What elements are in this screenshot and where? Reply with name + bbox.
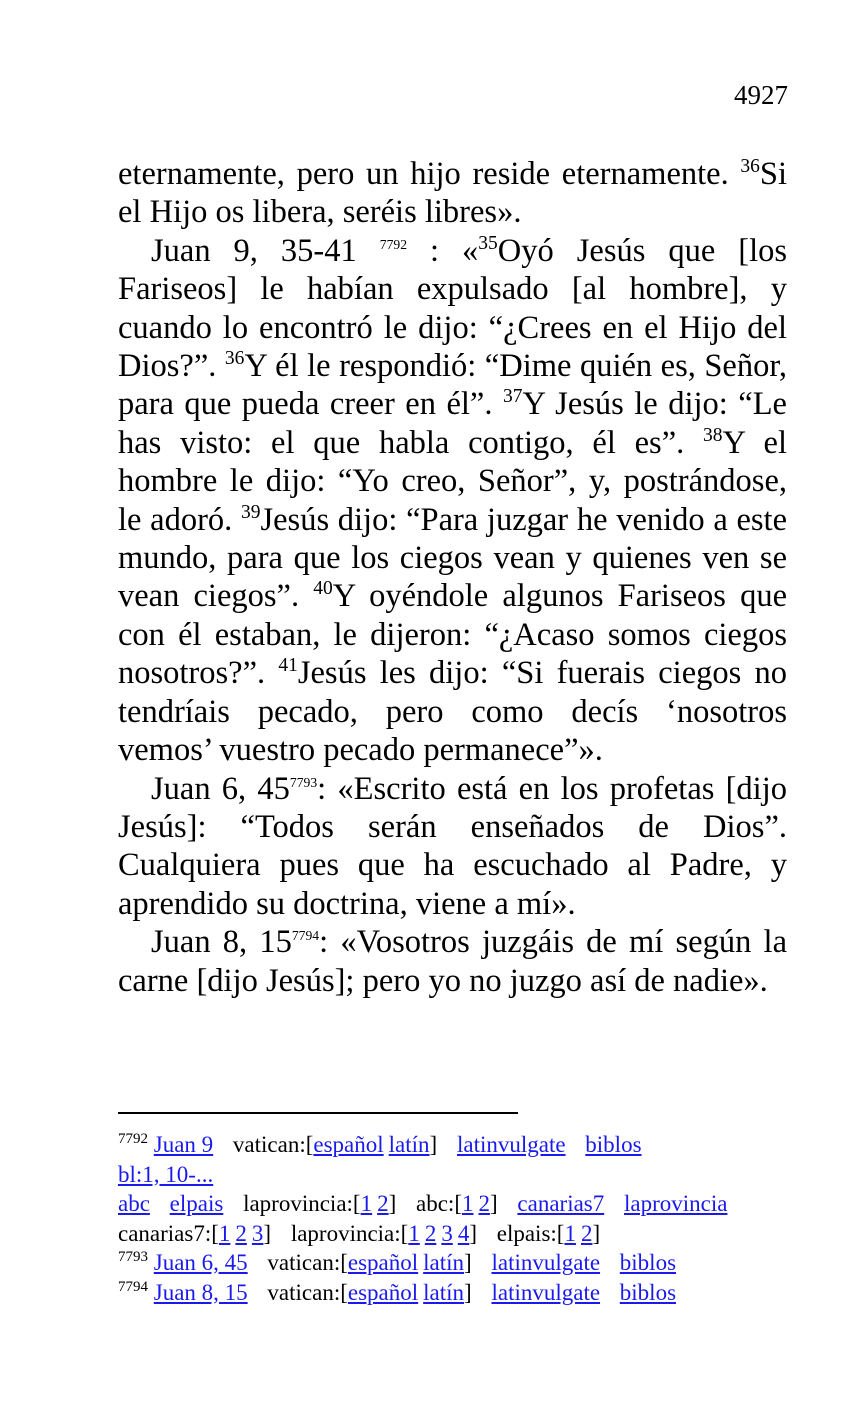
verse-number: 40 xyxy=(313,578,333,600)
verse-number: 36 xyxy=(224,348,245,370)
vatican-label: vatican:[ xyxy=(267,1279,348,1305)
abc-2-link[interactable]: 2 xyxy=(478,1191,490,1216)
biblos-link[interactable]: biblos xyxy=(585,1132,642,1157)
vatican-label: vatican:[ xyxy=(232,1132,314,1157)
text: : «Escrito está en los profetas [dijo Jesús]: “Todos serán enseñados de Dios”. Cualquiera pues que ha escuchado al Padre, y aprendido su doctrina, viene a mí». xyxy=(118,770,787,922)
footnote-ref-link[interactable]: Juan 8, 15 xyxy=(153,1279,248,1305)
verse-number: 38 xyxy=(703,425,723,447)
footnote-ref-link[interactable]: Juan 9 xyxy=(153,1132,214,1157)
canarias7-2-link[interactable]: 2 xyxy=(235,1220,247,1246)
footnote-marker: 7794 xyxy=(291,928,320,944)
bracket: ] xyxy=(464,1279,472,1305)
vatican-espanol-link[interactable]: español xyxy=(347,1250,419,1275)
text: Y él le respondió: “Dime quién es, Señor, para que pueda creer en él”. xyxy=(118,348,788,423)
bracket: ] xyxy=(592,1220,601,1246)
footnote-ref-link[interactable]: Juan 6, 45 xyxy=(153,1250,248,1275)
footnote-7792-line-3 xyxy=(118,1189,808,1219)
footnote-number: 7792 xyxy=(118,1131,148,1147)
footnote-7793 xyxy=(118,1248,808,1278)
vatican-latin-link[interactable]: latín xyxy=(388,1132,430,1157)
verse-number: 36 xyxy=(740,156,760,178)
text: Y el hombre le dijo: “Yo creo, Señor”, y, postrándose, le adoró. xyxy=(118,424,787,538)
text: Oyó Jesús que [los Fariseos] le habían expulsado [al hombre], y cuando lo encontró le dijo: “¿Crees en el Hijo del Dios?”. xyxy=(118,232,788,385)
laprovincia-1-link[interactable]: 1 xyxy=(360,1191,373,1216)
footnotes xyxy=(118,1130,808,1307)
elpais-2-link[interactable]: 2 xyxy=(580,1220,593,1246)
elpais-link[interactable]: elpais xyxy=(169,1191,224,1216)
text: eternamente, pero un hijo reside eternamente. xyxy=(118,156,741,192)
footnote-number: 7794 xyxy=(118,1278,148,1295)
text: Y Jesús le dijo: “Le has visto: el que habla contigo, él es”. xyxy=(118,386,787,461)
paragraph-3 xyxy=(118,770,787,924)
footnote-7794 xyxy=(118,1278,808,1308)
bracket: ] xyxy=(489,1191,498,1216)
bracket: ] xyxy=(263,1220,272,1246)
laprovincia-3-link[interactable]: 3 xyxy=(441,1220,453,1246)
footnote-marker: 7792 xyxy=(379,236,408,252)
bracket: ] xyxy=(429,1132,438,1157)
text: : «Vosotros juzgáis de mí según la carne [dijo Jesús]; pero yo no juzgo así de nadie». xyxy=(118,924,787,999)
verse-number: 39 xyxy=(240,501,261,523)
body-text xyxy=(118,155,787,1000)
text: : « xyxy=(407,232,479,269)
laprovincia-2-link[interactable]: 2 xyxy=(377,1191,389,1216)
vatican-latin-link[interactable]: latín xyxy=(423,1250,465,1275)
bracket: ] xyxy=(388,1191,397,1216)
canarias7-1-link[interactable]: 1 xyxy=(218,1220,231,1246)
abc-link[interactable]: abc xyxy=(118,1191,150,1216)
text: Jesús dijo: “Para juzgar he venido a este mundo, para que los ciegos vean y quienes ven se vean ciegos”. xyxy=(118,501,787,615)
vatican-latin-link[interactable]: latín xyxy=(423,1279,465,1305)
paragraph-1 xyxy=(118,155,787,232)
laprovincia-4-link[interactable]: 4 xyxy=(457,1220,470,1246)
laprovincia-2-link[interactable]: 2 xyxy=(424,1220,437,1246)
text: Si el Hijo os libera, seréis libres». xyxy=(118,156,787,231)
laprovincia-link[interactable]: laprovincia xyxy=(624,1191,728,1216)
laprovincia-label: laprovincia:[ xyxy=(290,1220,409,1246)
reference: Juan 9, 35-41 xyxy=(151,232,357,269)
footnote-rule xyxy=(118,1112,518,1114)
canarias7-link[interactable]: canarias7 xyxy=(517,1191,605,1216)
verse-number: 41 xyxy=(278,655,298,677)
paragraph-4 xyxy=(118,923,787,1000)
vatican-espanol-link[interactable]: español xyxy=(347,1279,419,1305)
bracket: ] xyxy=(464,1250,472,1275)
biblos-link[interactable]: biblos xyxy=(619,1250,677,1275)
footnote-number: 7793 xyxy=(118,1249,148,1265)
footnote-7792-line-4 xyxy=(118,1219,808,1249)
footnote-7792 xyxy=(118,1130,808,1160)
latinvulgate-link[interactable]: latinvulgate xyxy=(491,1250,601,1275)
canarias7-label: canarias7:[ xyxy=(118,1220,219,1246)
text: Jesús les dijo: “Si fuerais ciegos no tendríais pecado, pero como decís ‘nosotros vemos’ vuestro pecado permanece”». xyxy=(118,655,788,769)
verse-number: 35 xyxy=(478,232,498,254)
bl-link[interactable]: bl:1, 10-... xyxy=(118,1161,214,1187)
verse-number: 37 xyxy=(502,386,523,408)
latinvulgate-link[interactable]: latinvulgate xyxy=(456,1132,566,1157)
biblos-link[interactable]: biblos xyxy=(619,1279,677,1305)
laprovincia-1-link[interactable]: 1 xyxy=(408,1220,420,1246)
page-number: 4927 xyxy=(734,80,788,110)
bracket: ] xyxy=(469,1220,477,1246)
reference: Juan 8, 15 xyxy=(151,924,292,961)
reference: Juan 6, 45 xyxy=(151,770,290,807)
laprovincia-label: laprovincia:[ xyxy=(243,1191,361,1216)
elpais-label: elpais:[ xyxy=(496,1220,565,1246)
footnote-7792-line-2 xyxy=(118,1160,808,1190)
abc-1-link[interactable]: 1 xyxy=(461,1191,474,1216)
text: Y oyéndole algunos Fariseos que con él estaban, le dijeron: “¿Acaso somos ciegos nosotros?”. xyxy=(118,578,787,692)
vatican-label: vatican:[ xyxy=(267,1250,348,1275)
abc-label: abc:[ xyxy=(416,1191,462,1216)
paragraph-2 xyxy=(118,232,787,770)
latinvulgate-link[interactable]: latinvulgate xyxy=(491,1279,601,1305)
elpais-1-link[interactable]: 1 xyxy=(564,1220,576,1246)
footnote-marker: 7793 xyxy=(289,774,318,790)
vatican-espanol-link[interactable]: español xyxy=(313,1132,384,1157)
canarias7-3-link[interactable]: 3 xyxy=(251,1220,264,1246)
